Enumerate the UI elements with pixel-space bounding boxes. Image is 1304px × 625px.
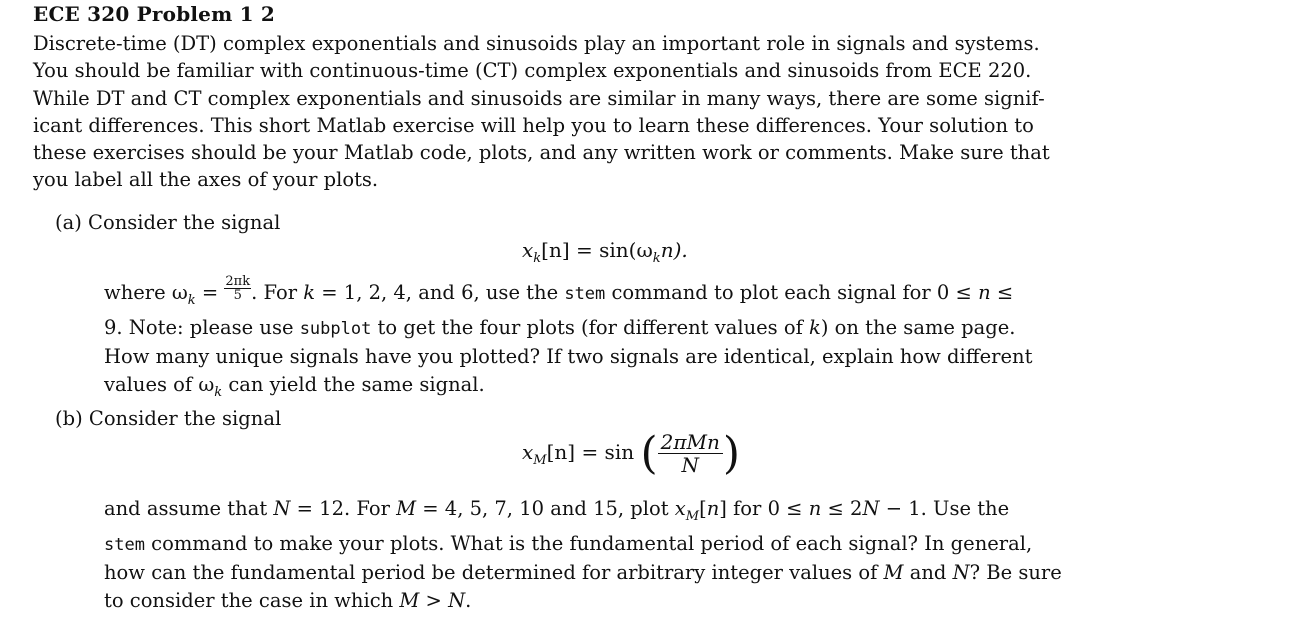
part-b-label: (b) Consider the signal: [55, 407, 282, 430]
text: = 12. For: [290, 497, 397, 520]
part-a-equation: [522, 238, 688, 266]
fraction: [658, 431, 723, 476]
eq-sub: k: [533, 251, 542, 266]
text: = 1, 2, 4, and 6, use the: [315, 281, 565, 304]
var: n: [706, 497, 720, 520]
var: x: [674, 497, 686, 520]
text: . For: [251, 281, 304, 304]
var: N: [952, 561, 970, 585]
text: 9. Note: please use: [104, 316, 300, 340]
sub: k: [214, 384, 223, 400]
fraction: [224, 275, 251, 302]
sub: M: [685, 508, 700, 524]
part-a-line-2: [104, 314, 1219, 343]
text: [: [699, 497, 707, 520]
text: can yield the same signal.: [222, 372, 485, 396]
text: to consider the case in which: [104, 588, 400, 612]
text: .: [465, 588, 472, 612]
intro-paragraph: [33, 30, 1223, 194]
frac-den: 5: [233, 288, 242, 303]
eq-text: [n] = sin(ω: [541, 238, 653, 262]
eq-text: [n] = sin: [546, 440, 635, 464]
sub: k: [187, 292, 196, 308]
text: command to make your plots. What is the fundamental period of each signal? In general,: [144, 532, 1033, 556]
part-b-body: [104, 495, 1219, 614]
frac-den: N: [681, 453, 699, 477]
part-a-line-1: [104, 274, 1219, 314]
intro-line: these exercises should be your Matlab code, plots, and any written work or comments. Make sure that: [33, 141, 1050, 165]
eq-sub: M: [533, 453, 547, 468]
text: >: [419, 588, 449, 612]
text: and: [903, 561, 953, 585]
text: ≤ 2: [821, 497, 863, 520]
var: M: [883, 561, 904, 585]
part-a-line-3: How many unique signals have you plotted? If two signals are identical, explain how different: [104, 345, 1033, 369]
text: ≤: [990, 281, 1014, 304]
text: where ω: [104, 281, 188, 304]
var: N: [273, 497, 291, 520]
var: k: [303, 281, 316, 304]
frac-num: 2πk: [225, 274, 251, 289]
code-subplot: subplot: [299, 319, 372, 340]
code-stem: stem: [564, 284, 606, 304]
text: ) on the same page.: [820, 316, 1016, 340]
part-b-line-3: [104, 559, 1219, 586]
text: =: [195, 281, 225, 304]
var: N: [862, 497, 880, 520]
part-b-line-1: [104, 495, 1219, 530]
text: = 4, 5, 7, 10 and 15, plot: [416, 497, 675, 520]
part-a-line-4: [104, 371, 1219, 406]
eq-text: n).: [660, 238, 688, 262]
intro-line: You should be familiar with continuous-time (CT) complex exponentials and sinusoids from ECE 220.: [33, 59, 1032, 83]
var: N: [448, 588, 466, 612]
var: n: [808, 497, 822, 520]
part-a-label: (a) Consider the signal: [55, 211, 281, 234]
text: and assume that: [104, 497, 274, 520]
part-b-equation: [522, 428, 740, 479]
right-paren: ): [722, 428, 741, 479]
intro-line: While DT and CT complex exponentials and sinusoids are similar in many ways, there are some signif-: [33, 86, 1045, 110]
var: k: [809, 316, 821, 340]
eq-sub: k: [652, 251, 661, 266]
text: ] for 0 ≤: [719, 497, 809, 520]
text: command to plot each signal for 0 ≤: [605, 281, 979, 304]
var: M: [396, 497, 417, 520]
intro-line: Discrete-time (DT) complex exponentials and sinusoids play an important role in signals and systems.: [33, 32, 1040, 55]
text: − 1. Use the: [879, 497, 1010, 520]
intro-line: you label all the axes of your plots.: [33, 168, 379, 192]
left-paren: (: [640, 428, 658, 479]
frac-num: 2πMn: [658, 431, 723, 454]
part-b-line-4: [104, 587, 1219, 614]
text: to get the four plots (for different values of: [371, 316, 810, 340]
text: ? Be sure: [969, 561, 1062, 585]
var: n: [978, 281, 991, 304]
part-b-line-2: [104, 530, 1219, 559]
code-stem: stem: [104, 535, 145, 556]
text: values of ω: [104, 372, 215, 396]
problem-title: ECE 320 Problem 1 2: [33, 2, 276, 26]
var: M: [399, 588, 420, 612]
intro-line: icant differences. This short Matlab exercise will help you to learn these differences. Your solution to: [33, 113, 1034, 137]
eq-var: x: [522, 440, 534, 464]
text: how can the fundamental period be determined for arbitrary integer values of: [104, 561, 884, 585]
part-a-body: [104, 274, 1219, 406]
eq-var: x: [522, 238, 534, 262]
